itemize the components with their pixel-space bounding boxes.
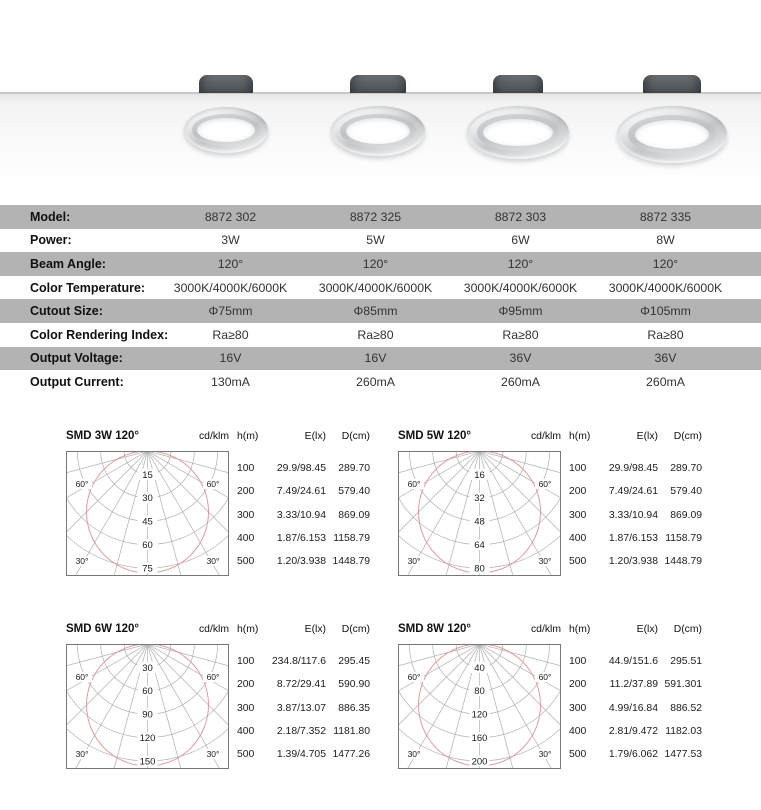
angle-label: 30° <box>407 749 421 759</box>
panel-header <box>66 430 372 445</box>
spec-label: Color Temperature: <box>30 280 146 295</box>
spec-value: 3000K/4000K/6000K <box>173 280 288 295</box>
spec-value: 16V <box>219 351 242 366</box>
radial-tick-label: 45 <box>142 516 153 528</box>
cell-d: 1477.26 <box>332 749 370 760</box>
cell-d: 1477.53 <box>664 749 702 760</box>
cell-d: 869.09 <box>338 509 370 521</box>
diagram-title: SMD 5W 120° <box>398 430 471 442</box>
angle-label: 30° <box>407 556 421 566</box>
cell-h: 200 <box>569 679 587 691</box>
spec-value: Φ105mm <box>640 304 691 319</box>
spec-label: Output Voltage: <box>30 351 123 366</box>
panel-body <box>398 644 704 769</box>
spec-label: Beam Angle: <box>30 256 106 271</box>
panel-body <box>66 451 372 576</box>
cell-d: 579.40 <box>338 486 370 498</box>
photometric-row <box>561 656 704 667</box>
photometric-row <box>229 463 372 474</box>
radial-tick-label: 30 <box>142 493 153 505</box>
radial-tick-label: 200 <box>471 756 488 768</box>
diffuser <box>197 118 254 142</box>
angle-label: 60° <box>206 479 220 489</box>
cell-e: 234.8/117.6 <box>271 656 326 667</box>
spec-value: 120° <box>362 256 389 271</box>
downlight-housing-3w <box>199 75 253 93</box>
photometric-panel <box>398 430 704 576</box>
cell-e: 4.99/16.84 <box>608 702 658 714</box>
angle-label: 30° <box>206 556 220 566</box>
cell-e: 3.33/10.94 <box>276 509 326 521</box>
spec-value: 120° <box>652 256 679 271</box>
angle-label: 60° <box>407 479 421 489</box>
column-header-e: E(lx) <box>304 624 326 635</box>
cell-d: 1158.79 <box>665 532 702 544</box>
angle-label: 30° <box>206 749 220 759</box>
cell-d: 289.70 <box>670 463 702 474</box>
column-header-d: D(cm) <box>673 431 702 442</box>
cell-h: 100 <box>569 463 587 474</box>
downlight-6w-image <box>467 106 569 159</box>
spec-table <box>0 205 761 394</box>
polar-chart <box>66 644 229 769</box>
spec-row-cutout-size <box>0 299 761 323</box>
photometric-row <box>561 463 704 474</box>
cell-d: 886.35 <box>338 702 370 714</box>
polar-chart <box>398 644 561 769</box>
cell-h: 400 <box>237 532 255 544</box>
spec-value: 260mA <box>356 374 395 389</box>
photometric-row <box>229 679 372 690</box>
cell-h: 500 <box>237 556 255 567</box>
photometric-row <box>229 656 372 667</box>
spec-label: Output Current: <box>30 374 124 389</box>
radial-tick-label: 160 <box>471 733 488 744</box>
cell-h: 300 <box>569 509 587 521</box>
radial-tick-label: 48 <box>474 516 485 528</box>
spec-value: 6W <box>511 233 530 248</box>
cell-e: 44.9/151.6 <box>608 656 658 667</box>
spec-label: Cutout Size: <box>30 304 103 319</box>
downlight-housing-8w <box>643 75 701 93</box>
cell-d: 1448.79 <box>664 556 702 567</box>
spec-value: 3W <box>221 233 240 248</box>
cell-h: 500 <box>569 749 587 760</box>
cell-d: 869.09 <box>670 509 702 521</box>
photometric-row <box>229 749 372 760</box>
diagram-row <box>66 623 706 769</box>
angle-label: 30° <box>75 749 89 759</box>
cell-e: 7.49/24.61 <box>608 486 658 498</box>
photometric-panel <box>398 623 704 769</box>
cell-e: 7.49/24.61 <box>276 486 326 498</box>
angle-label: 60° <box>407 672 421 682</box>
spec-value: 130mA <box>211 374 250 389</box>
photometric-polar-svg <box>66 451 229 576</box>
radial-tick-label: 30 <box>142 662 153 674</box>
spec-row-cri <box>0 323 761 347</box>
cell-e: 3.87/13.07 <box>276 702 326 714</box>
cell-h: 400 <box>237 725 255 737</box>
photometric-data-table <box>561 644 704 769</box>
photometric-data-table <box>561 451 704 576</box>
cell-h: 400 <box>569 532 587 544</box>
column-header-e: E(lx) <box>636 624 658 635</box>
cell-d: 1158.79 <box>333 532 370 544</box>
photometric-row <box>229 533 372 544</box>
photometric-polar-svg <box>66 644 229 769</box>
angle-label: 60° <box>75 672 89 682</box>
spec-value: 120° <box>507 256 534 271</box>
radial-tick-label: 75 <box>142 563 153 575</box>
downlight-housing-6w <box>493 75 543 93</box>
cell-d: 591.301 <box>664 679 702 691</box>
cell-d: 579.40 <box>670 486 702 498</box>
spec-value: 16V <box>364 351 387 366</box>
downlight-8w-image <box>617 106 727 163</box>
unit-label: cd/klm <box>198 431 229 442</box>
spec-row-power <box>0 229 761 253</box>
spec-value: 8W <box>656 233 675 248</box>
cell-e: 29.9/98.45 <box>608 463 658 474</box>
cell-e: 1.20/3.938 <box>608 556 658 567</box>
cell-d: 295.51 <box>670 656 702 667</box>
photometric-row <box>229 556 372 567</box>
photometric-row <box>229 510 372 521</box>
photometric-data-table <box>229 644 372 769</box>
cell-h: 100 <box>569 656 587 667</box>
radial-tick-label: 80 <box>474 563 485 575</box>
cell-h: 200 <box>569 486 587 498</box>
spec-value: 8872 303 <box>494 209 547 224</box>
spec-value: 260mA <box>501 374 540 389</box>
angle-label: 60° <box>538 672 552 682</box>
spec-value: 3000K/4000K/6000K <box>608 280 723 295</box>
cell-h: 400 <box>569 725 587 737</box>
cell-e: 29.9/98.45 <box>276 463 326 474</box>
cell-e: 2.18/7.352 <box>276 725 326 737</box>
photometric-row <box>561 749 704 760</box>
cell-e: 11.2/37.89 <box>609 679 658 691</box>
unit-label: cd/klm <box>530 624 561 635</box>
diagram-title: SMD 3W 120° <box>66 430 139 442</box>
photometric-row <box>561 703 704 714</box>
cell-e: 2.81/9.472 <box>608 725 658 737</box>
radial-tick-label: 16 <box>474 469 485 481</box>
column-header-h: h(m) <box>237 624 259 635</box>
spec-value: Φ95mm <box>498 304 543 319</box>
product-photo-strip <box>0 0 761 205</box>
radial-tick-label: 150 <box>139 756 156 768</box>
cell-d: 295.45 <box>338 656 370 667</box>
photometric-panel <box>66 623 372 769</box>
spec-row-output-current <box>0 370 761 394</box>
spec-value: 5W <box>366 233 385 248</box>
downlight-housing-5w <box>350 75 406 93</box>
cell-e: 1.39/4.705 <box>276 749 326 760</box>
cell-d: 886.52 <box>670 702 702 714</box>
column-header-e: E(lx) <box>304 431 326 442</box>
cell-d: 590.90 <box>338 679 370 691</box>
spec-label: Model: <box>30 209 71 224</box>
diagram-title: SMD 8W 120° <box>398 623 471 635</box>
spec-label: Power: <box>30 233 72 248</box>
photometric-row <box>561 556 704 567</box>
cell-h: 200 <box>237 486 255 498</box>
spec-row-model <box>0 205 761 229</box>
photometric-row <box>561 679 704 690</box>
spec-value: 3000K/4000K/6000K <box>318 280 433 295</box>
photometric-row <box>229 726 372 737</box>
spec-value: 3000K/4000K/6000K <box>463 280 578 295</box>
spec-value: 8872 335 <box>639 209 692 224</box>
diagram-row <box>66 430 706 576</box>
spec-label: Color Rendering Index: <box>30 327 169 342</box>
photometric-row <box>561 726 704 737</box>
spec-value: Ra≥80 <box>357 327 394 342</box>
angle-label: 30° <box>75 556 89 566</box>
spec-row-beam-angle <box>0 252 761 276</box>
cell-e: 1.87/6.153 <box>608 532 658 544</box>
radial-tick-label: 60 <box>142 686 153 698</box>
spec-value: Φ85mm <box>353 304 398 319</box>
cell-e: 3.33/10.94 <box>608 509 658 521</box>
downlight-5w-image <box>331 106 425 156</box>
unit-label: cd/klm <box>530 431 561 442</box>
radial-tick-label: 120 <box>139 733 156 744</box>
radial-tick-label: 40 <box>474 662 485 674</box>
spec-value: 8872 302 <box>204 209 257 224</box>
spec-value: Ra≥80 <box>212 327 249 342</box>
angle-label: 30° <box>538 749 552 759</box>
photometric-row <box>561 486 704 497</box>
photometric-polar-svg <box>398 644 561 769</box>
cell-e: 8.72/29.41 <box>276 679 326 691</box>
column-header-h: h(m) <box>569 431 591 442</box>
polar-chart <box>398 451 561 576</box>
cell-h: 300 <box>237 509 255 521</box>
panel-body <box>398 451 704 576</box>
photometric-panel <box>66 430 372 576</box>
cell-d: 1448.79 <box>332 556 370 567</box>
cell-d: 289.70 <box>338 463 370 474</box>
photometric-data-table <box>229 451 372 576</box>
spec-value: 120° <box>217 256 244 271</box>
radial-tick-label: 15 <box>142 469 153 481</box>
radial-tick-label: 90 <box>142 709 153 721</box>
spec-value: Ra≥80 <box>502 327 539 342</box>
cell-h: 500 <box>569 556 587 567</box>
cell-h: 200 <box>237 679 255 691</box>
angle-label: 60° <box>75 479 89 489</box>
panel-header <box>66 623 372 638</box>
photometric-polar-svg <box>398 451 561 576</box>
photometric-row <box>561 510 704 521</box>
downlight-3w-image <box>184 107 268 153</box>
column-header-h: h(m) <box>569 624 591 635</box>
spec-row-color-temperature <box>0 276 761 300</box>
cell-h: 300 <box>237 702 255 714</box>
spec-value: Φ75mm <box>208 304 253 319</box>
spec-value: 36V <box>509 351 532 366</box>
cell-d: 1182.03 <box>665 725 702 737</box>
spec-row-output-voltage <box>0 347 761 371</box>
spec-value: 260mA <box>646 374 685 389</box>
cell-h: 100 <box>237 463 255 474</box>
radial-tick-label: 120 <box>471 709 488 721</box>
radial-tick-label: 64 <box>474 540 485 551</box>
panel-body <box>66 644 372 769</box>
cell-d: 1181.80 <box>333 725 370 737</box>
diffuser <box>346 118 410 144</box>
angle-label: 60° <box>206 672 220 682</box>
diffuser <box>483 119 552 147</box>
radial-tick-label: 60 <box>142 540 153 551</box>
photometric-row <box>229 703 372 714</box>
cell-h: 500 <box>237 749 255 760</box>
unit-label: cd/klm <box>198 624 229 635</box>
column-header-e: E(lx) <box>636 431 658 442</box>
photometric-diagrams <box>66 430 706 810</box>
cell-e: 1.20/3.938 <box>276 556 326 567</box>
spec-value: 36V <box>654 351 677 366</box>
column-header-h: h(m) <box>237 431 259 442</box>
spec-value: 8872 325 <box>349 209 402 224</box>
angle-label: 60° <box>538 479 552 489</box>
polar-chart <box>66 451 229 576</box>
column-header-d: D(cm) <box>341 624 370 635</box>
cell-e: 1.79/6.062 <box>608 749 658 760</box>
diagram-title: SMD 6W 120° <box>66 623 139 635</box>
cell-e: 1.87/6.153 <box>276 532 326 544</box>
column-header-d: D(cm) <box>673 624 702 635</box>
radial-tick-label: 80 <box>474 686 485 698</box>
radial-tick-label: 32 <box>474 493 485 505</box>
cell-h: 300 <box>569 702 587 714</box>
panel-header <box>398 623 704 638</box>
photometric-row <box>229 486 372 497</box>
photometric-row <box>561 533 704 544</box>
column-header-d: D(cm) <box>341 431 370 442</box>
angle-label: 30° <box>538 556 552 566</box>
panel-header <box>398 430 704 445</box>
spec-value: Ra≥80 <box>647 327 684 342</box>
cell-h: 100 <box>237 656 255 667</box>
